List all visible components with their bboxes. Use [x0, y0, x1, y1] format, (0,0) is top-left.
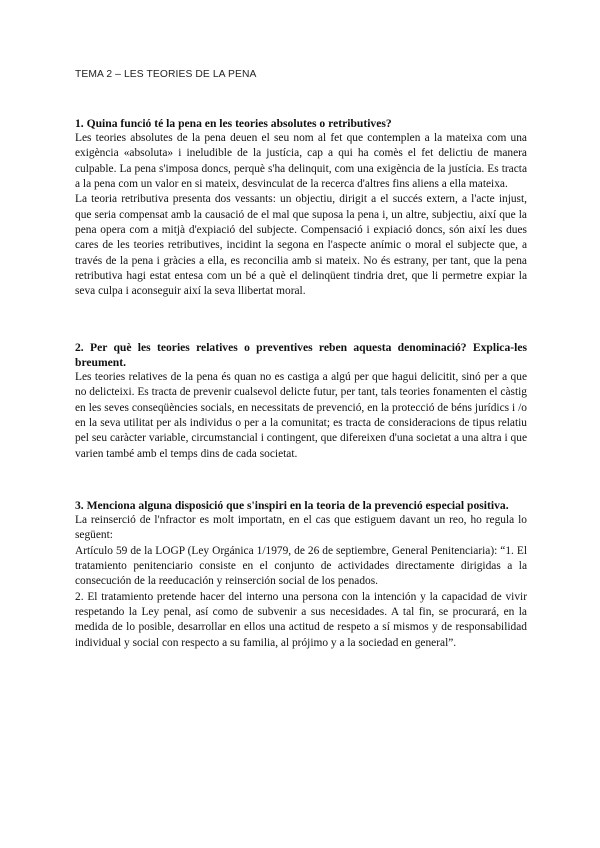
answer-paragraph: Les teories relatives de la pena és quan no es castiga a algú per que hagui delicitit, sinó per a que no delicteixi. Es tracta de prevenir cualsevol delicte futur, per tant, tals teories fonamenten el càstig en les seves conseqüències socials, en necessitats de prevenció, en la protecció de béns jurídics i /o en la seva utilitat per als individus o per a la comunitat; es tracta de consideracions de tipus relatiu pel seu caràcter variable, circumstancial i contingent, que difereixen d'una societat a una altra i que varien també amb el temps dins de cada societat.	[75, 371, 527, 460]
answer-paragraph: La teoria retributiva presenta dos vessants: un objectiu, dirigit a el succés extern, a l'acte injust, que seria compensat amb la causació de el mal que suposa la pena i, un altre, subjectiu, així que la pena opera com a mitjà d'expiació del subjecte. Compensació i expiació doncs, són així les dues cares de les teories retributives, incidint la segona en l'aspecte anímic o moral el subjecte que, a través de la pena i gràcies a ella, es reconcilia amb si mateix. No és estrany, per tant, que la pena retributiva hagi estat entesa com un bé a què el delinqüent tindria dret, que li permetre expiar la seva culpa i aconseguir així la seva llibertat moral.	[75, 193, 527, 298]
question-section-3	[75, 498, 527, 651]
document-title: TEMA 2 – LES TEORIES DE LA PENA	[75, 69, 257, 80]
question-heading: 3. Menciona alguna disposició que s'inspiri en la teoria de la prevenció especial positiva.	[75, 499, 509, 512]
answer-paragraph: La reinserció de l'nfractor es molt importatn, en el cas que estiguem davant un reo, ho regula lo següent:	[75, 514, 527, 542]
question-heading: 2. Per què les teories relatives o preventives reben aquesta denominació? Explica-les breument.	[75, 341, 527, 369]
question-section-2	[75, 340, 527, 462]
question-section-1	[75, 116, 527, 300]
question-heading: 1. Quina funció té la pena en les teories absolutes o retributives?	[75, 117, 392, 130]
answer-paragraph: Artículo 59 de la LOGP (Ley Orgánica 1/1979, de 26 de septiembre, General Penitenciaria): “1. El tratamiento penitenciario consiste en el conjunto de actividades directamente dirigidas a la consecución de la reeducación y reinserción social de los penados.	[75, 544, 527, 588]
answer-paragraph: Les teories absolutes de la pena deuen el seu nom al fet que contemplen a la mateixa com una exigència «absoluta» i ineludible de la justícia, cap a qui ha comès el fet delictiu de manera culpable. La pena s'imposa doncs, perquè s'ha delinquit, com una exigència de la justícia. Es tracta a la pena com un valor en si mateix, desvinculat de la recerca d'altres fins aliens a ella mateixa.	[75, 132, 527, 191]
answer-paragraph: 2. El tratamiento pretende hacer del interno una persona con la intención y la capacidad de vivir respetando la Ley penal, así como de subvenir a sus necesidades. A tal fin, se procurará, en la medida de lo posible, desarrollar en ellos una actitud de respeto a sí mismos y de responsabilidad individual y social con respecto a su familia, al prójimo y a la sociedad en general”.	[75, 590, 527, 649]
